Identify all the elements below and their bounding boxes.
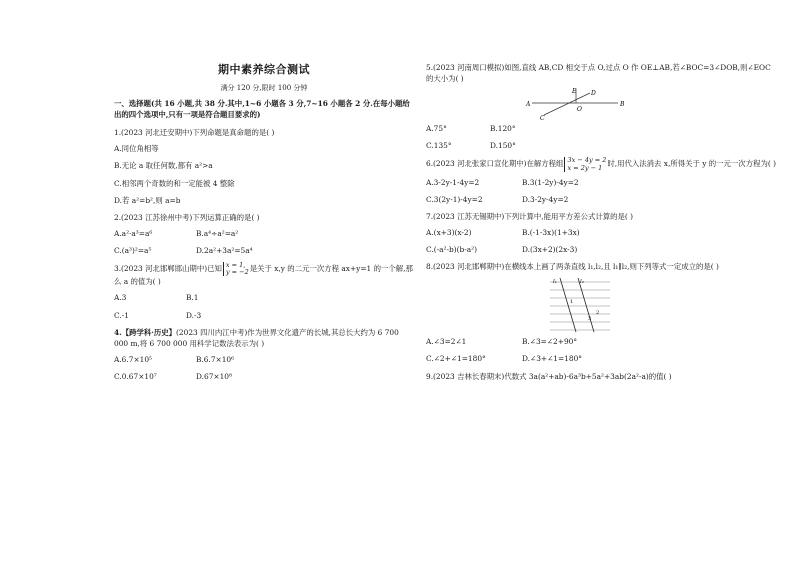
question-1-stem: 1.(2023 河北迁安期中)下列命题是真命题的是( ) — [114, 128, 275, 138]
label-a: A — [526, 101, 531, 109]
question-8-option-d: D.∠3+∠1=180° — [522, 354, 582, 364]
question-2-stem: 2.(2023 江苏徐州中考)下列运算正确的是( ) — [114, 212, 260, 222]
question-1-option-c: C.相邻两个奇数的和一定能被 4 整除 — [114, 178, 235, 188]
section-heading: 一、选择题(共 16 小题,共 38 分.其中,1~6 小题各 3 分,7~16 小题各 2 分.在每小题给出的四个选项中,只有一项是符合题目要求的) — [114, 99, 410, 120]
system-line-1: 3x − 4y = 2 — [567, 156, 607, 165]
question-2-option-d: D.2a²+3a²=5a⁴ — [196, 245, 253, 255]
question-5-stem: 5.(2023 河南周口模拟)如图,直线 AB,CD 相交于点 O,过点 O 作 OE⊥AB,若∠BOC=3∠DOB,则∠EOC 的大小为( ) — [426, 63, 771, 84]
question-5-figure — [426, 87, 778, 121]
question-8-figure — [426, 276, 778, 334]
question-2-option-b: B.a⁴÷a²=a² — [196, 228, 239, 238]
line-l1 — [560, 278, 576, 332]
left-column — [114, 62, 414, 388]
question-4-tag: 4.【跨学科·历史】 — [114, 327, 177, 337]
question-3-stem — [114, 262, 414, 287]
question-7 — [426, 211, 778, 255]
question-6-equation-system — [564, 157, 606, 171]
question-7-option-a: A.(x+3)(x-2) — [426, 228, 472, 238]
right-column — [426, 62, 778, 387]
question-2 — [114, 212, 414, 256]
question-9 — [426, 371, 778, 382]
question-5-option-b: B.120° — [490, 124, 516, 134]
question-6-stem-post: 时,用代入法消去 x,所得关于 y 的一元一次方程为( ) — [607, 159, 776, 169]
question-6 — [426, 157, 778, 205]
question-9-stem: 9.(2023 吉林长春期末)代数式 3a(a²+ab)-6a³b+5a²+3ab(2a²-a)的值( ) — [426, 371, 672, 381]
question-6-option-b: B.3(1-2y)-4y=2 — [522, 177, 579, 187]
label-angle-3: 3 — [588, 316, 592, 323]
question-4 — [114, 327, 414, 382]
line-l2 — [578, 278, 594, 332]
question-4-stem — [114, 327, 414, 349]
question-8-option-b: B.∠3=∠2+90° — [522, 337, 578, 347]
question-3-stem-post: 是关于 x,y 的二元一次方程 ax+y=1 的一个解,那么 a 的值为( ) — [114, 264, 413, 287]
question-3 — [114, 262, 414, 321]
question-4-option-b: B.6.7×10⁶ — [196, 354, 235, 364]
question-3-option-a: A.3 — [114, 293, 127, 303]
question-7-option-d: D.(3x+2)(2x-3) — [522, 245, 578, 255]
label-d: D — [591, 90, 596, 98]
question-6-option-c: C.3(2y-1)-4y=2 — [426, 194, 483, 204]
label-b: B — [620, 101, 625, 109]
question-6-option-d: D.3-2y-4y=2 — [522, 194, 569, 204]
question-1-option-a: A.同位角相等 — [114, 144, 159, 154]
question-3-option-b: B.1 — [186, 293, 199, 303]
question-4-option-a: A.6.7×10⁵ — [114, 354, 152, 364]
question-6-stem — [426, 157, 778, 171]
question-3-equation-system — [223, 262, 249, 276]
question-1 — [114, 127, 414, 206]
label-l1: l₁ — [553, 279, 557, 286]
system-line-2: y = −2 — [225, 268, 249, 277]
line-cd — [544, 93, 590, 115]
label-c: C — [540, 115, 545, 122]
system-line-2: x = 2y − 1 — [567, 163, 603, 172]
question-1-option-d: D.若 a²=b²,则 a=b — [114, 195, 181, 205]
label-angle-2: 2 — [596, 310, 600, 317]
system-line-1: x = 1, — [225, 261, 246, 270]
label-l2: l₂ — [580, 279, 584, 286]
question-2-option-a: A.a²·a³=a⁶ — [114, 228, 153, 238]
question-8-stem: 8.(2023 河北邯郸期中)在横线本上画了两条直线 l₁,l₂,且 l₁∥l₂,则下列等式一定成立的是( ) — [426, 262, 719, 272]
question-4-option-d: D.67×10⁸ — [196, 372, 232, 382]
question-3-stem-pre: 3.(2023 河北邯郸邯山期中)已知 — [114, 264, 222, 274]
question-3-option-d: D.-3 — [186, 310, 202, 320]
question-8-option-c: C.∠2+∠1=180° — [426, 354, 486, 364]
question-1-option-b: B.无论 a 取任何数,都有 a²>a — [114, 161, 213, 171]
page-subtitle: 满分 120 分,限时 100 分钟 — [220, 83, 308, 92]
label-e: E — [572, 88, 577, 96]
question-6-option-a: A.3-2y-1-4y=2 — [426, 177, 480, 187]
question-5-option-a: A.75° — [426, 124, 447, 134]
question-5-option-d: D.150° — [490, 141, 516, 151]
question-7-option-b: B.(-1-3x)(1+3x) — [522, 228, 580, 238]
question-7-stem: 7.(2023 江苏无锡期中)下列计算中,能用平方差公式计算的是( ) — [426, 211, 634, 221]
question-5 — [426, 62, 778, 151]
question-8 — [426, 261, 778, 364]
label-angle-1: 1 — [570, 299, 574, 306]
question-5-option-c: C.135° — [426, 141, 452, 151]
ruled-lines — [550, 282, 610, 330]
question-8-option-a: A.∠3=2∠1 — [426, 337, 467, 347]
page-title: 期中素养综合测试 — [218, 63, 310, 76]
question-7-option-c: C.(-a²-b)(b-a²) — [426, 245, 477, 255]
question-6-stem-pre: 6.(2023 河北张家口宣化期中)在解方程组 — [426, 159, 564, 169]
question-4-text: (2023 四川内江中考)作为世界文化遗产的长城,其总长大约为 6 700 000 m,将 6 700 000 用科学记数法表示为( ) — [114, 327, 399, 348]
question-2-option-c: C.(a³)²=a⁵ — [114, 245, 152, 255]
label-o: O — [577, 106, 582, 114]
question-3-option-c: C.-1 — [114, 310, 129, 320]
question-4-option-c: C.0.67×10⁷ — [114, 372, 157, 382]
